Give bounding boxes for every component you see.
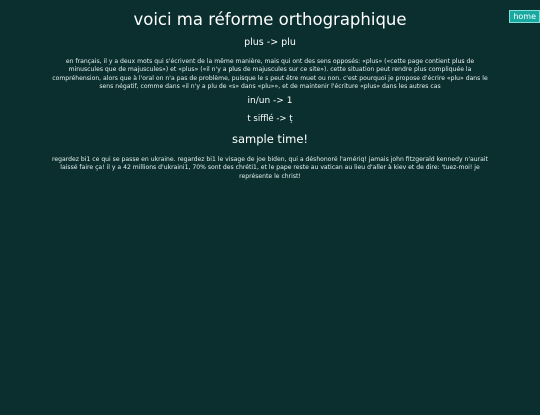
home-link[interactable]: home xyxy=(509,10,540,23)
heading-sample-time: sample time! xyxy=(231,132,309,147)
page-content xyxy=(50,10,490,181)
page-title: voici ma réforme orthographique xyxy=(133,10,407,29)
heading-in-un: in/un -> 1 xyxy=(247,96,293,107)
highlight-plus-word: plus xyxy=(451,58,465,65)
text-run: de minuscules que de majuscules») et «plus» («il n'y a xyxy=(68,58,475,74)
paragraph-sample: regardez bi1 ce qui se passe en ukraine. regardez bi1 le visage de joe biden, qui a déshonoré l'amériq! jamais john fitzgerald kennedy n'aurait laissé faire ça! il y a 42 millions d'ukraini1, 70% sont des chréti1, et le pape reste au vatican au lieu d'aller à kiev et de dire: 'tuez-moi! je représente le christ! xyxy=(52,156,488,180)
paragraph-plus-explanation xyxy=(50,58,490,91)
text-run: de majuscules sur ce site»). cette situation peut rendre plus compliquée la compréhension, alors que à l'oral on n'a pas de problème, puisque le s peut être muet ou non. c'est pourquoi je propose d'écrire «plu» dans le sens négatif, comme dans «il n'y a plu de «s» dans «plu»», et de maintenir l'écriture «plus» dans les autres cas xyxy=(52,66,488,90)
heading-t-siffle: t sifflé -> ț xyxy=(247,114,293,125)
heading-plus-plu: plus -> plu xyxy=(244,37,296,48)
highlight-plus-word: plus xyxy=(228,66,242,74)
text-run: en français, il y a deux mots qui s'écrivent de la même manière, mais qui ont des sens opposés: «plus» («cette page contient xyxy=(65,58,452,65)
